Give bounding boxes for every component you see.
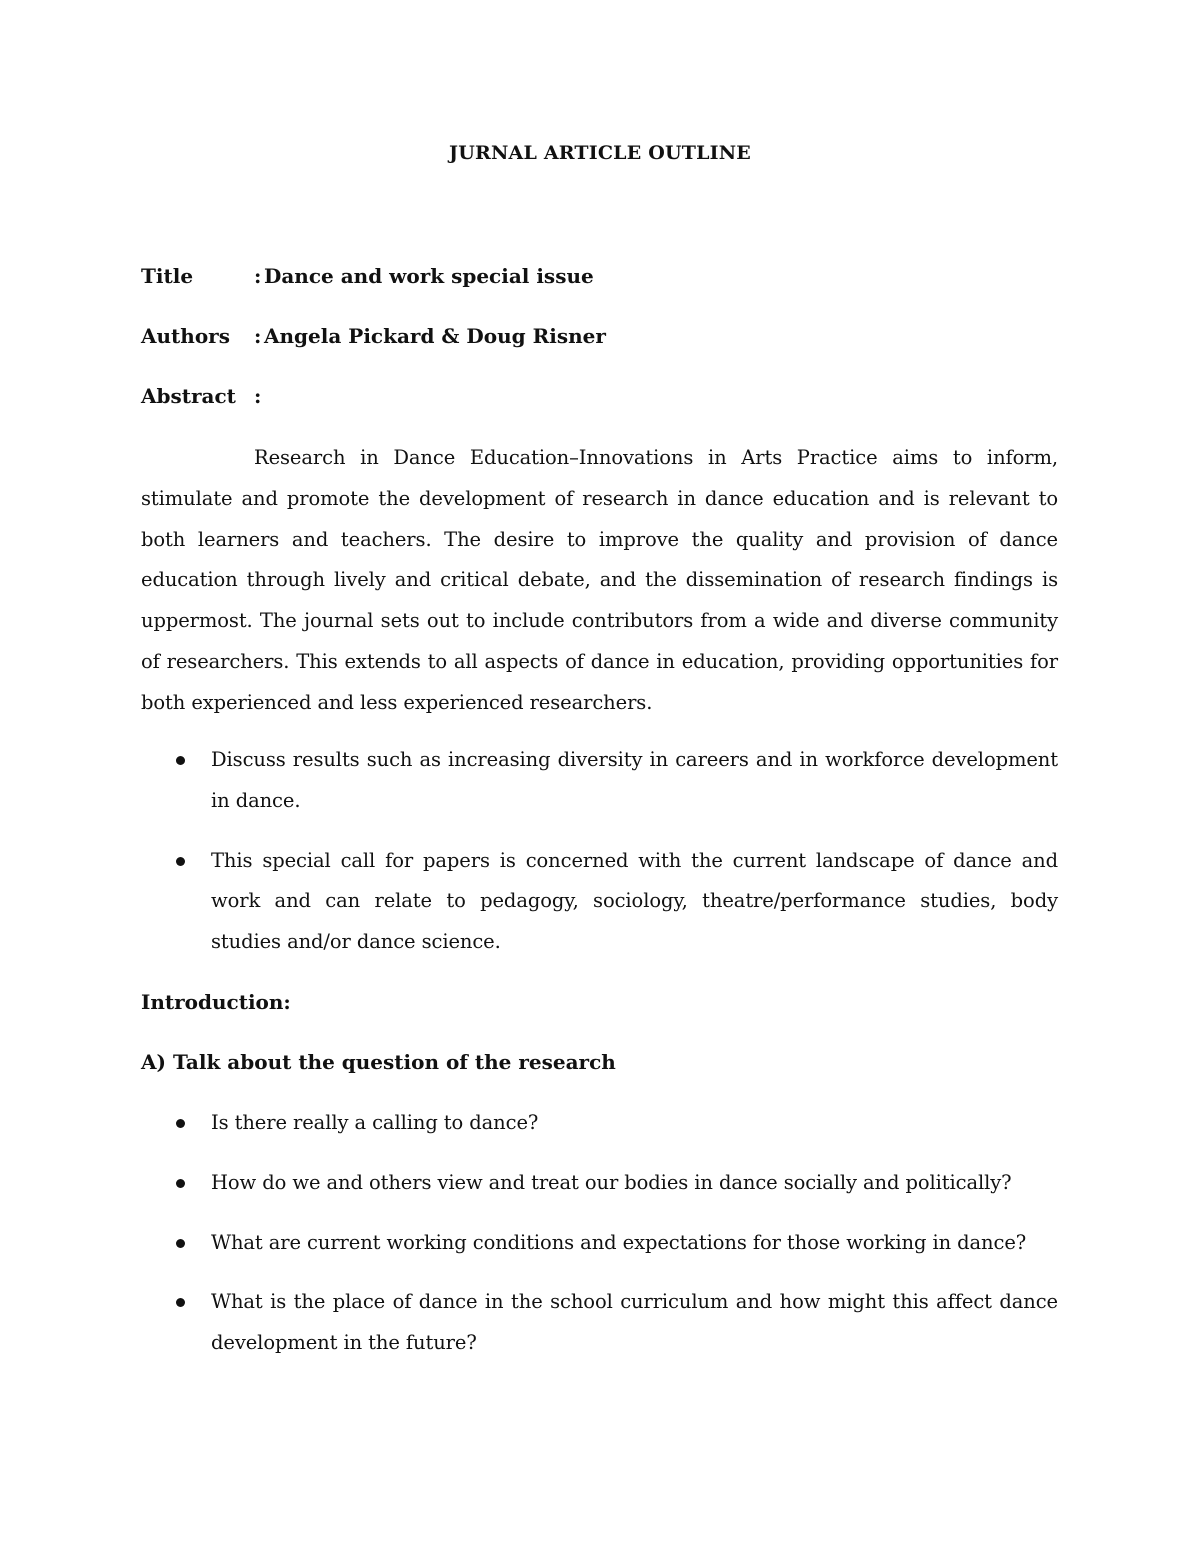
title-value: Dance and work special issue xyxy=(264,264,594,288)
section-a-heading: A) Talk about the question of the research xyxy=(141,1050,616,1074)
abstract-separator: : xyxy=(254,384,262,408)
bullet-icon xyxy=(176,1298,185,1307)
authors-value: Angela Pickard & Doug Risner xyxy=(264,324,606,348)
bullet-icon xyxy=(176,1119,185,1128)
title-label: Title xyxy=(141,264,194,288)
title-field xyxy=(141,262,594,290)
bullet-text: What are current working conditions and expectations for those working in dance? xyxy=(211,1230,1027,1254)
document-title: JURNAL ARTICLE OUTLINE xyxy=(449,142,751,164)
authors-separator: : xyxy=(254,324,262,348)
list-item xyxy=(141,1103,1058,1144)
list-item xyxy=(141,1163,1058,1204)
bullet-icon xyxy=(176,1179,185,1188)
bullet-icon xyxy=(176,1239,185,1248)
introduction-heading: Introduction: xyxy=(141,990,291,1014)
abstract-paragraph: Research in Dance Education–Innovations in Arts Practice aims to inform, stimulate and promote the development of research in dance education and is relevant to both learners and teachers. The desire to improve the quality and provision of dance education through lively and critical debate, and the dissemination of research findings is uppermost. The journal sets out to include contributors from a wide and diverse community of researchers. This extends to all aspects of dance in education, providing opportunities for both experienced and less experienced researchers. xyxy=(141,446,1058,714)
section-a-bullet-list xyxy=(141,1103,1058,1364)
list-item xyxy=(141,1223,1058,1264)
list-item xyxy=(141,1282,1058,1364)
authors-label: Authors xyxy=(141,324,230,348)
bullet-text: Is there really a calling to dance? xyxy=(211,1111,539,1134)
list-item xyxy=(141,740,1058,822)
bullet-text: This special call for papers is concerned with the current landscape of dance and work and can relate to pedagogy, sociology, theatre/performance studies, body studies and/or dance science. xyxy=(211,848,1058,954)
bullet-text: How do we and others view and treat our bodies in dance socially and politically? xyxy=(211,1170,1012,1194)
bullet-text: What is the place of dance in the school curriculum and how might this affect dance development in the future? xyxy=(211,1290,1058,1355)
abstract-label: Abstract xyxy=(141,384,236,408)
authors-field xyxy=(141,322,606,350)
abstract-field xyxy=(141,382,264,410)
title-separator: : xyxy=(254,264,262,288)
bullet-icon xyxy=(176,756,185,765)
bullet-text: Discuss results such as increasing diversity in careers and in workforce development in dance. xyxy=(211,748,1058,812)
abstract-bullet-list xyxy=(141,740,1058,963)
list-item xyxy=(141,841,1058,963)
bullet-icon xyxy=(176,857,185,866)
